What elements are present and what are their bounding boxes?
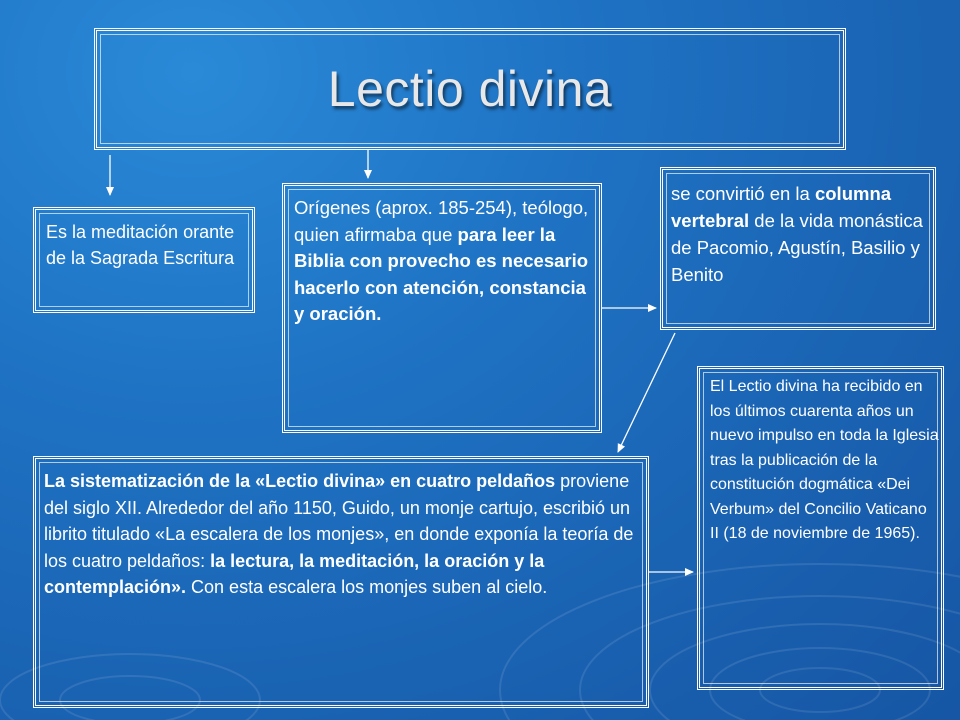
vatican-text: El Lectio divina ha recibido en los últimos cuarenta años un nuevo impulso en toda la Iglesia tras la publicación de la constitución dogmática «Dei Verbum» del Concilio Vaticano II (18 de noviembre de 1965). [710,378,939,542]
diagram-title: Lectio divina [327,61,613,117]
systematization-bold-a: La sistematización de la «Lectio divina» en cuatro peldaños [44,471,556,491]
systematization-bold-b: la lectura, la meditación, la oración y la contemplación». [44,550,545,597]
origenes-text-normal: Orígenes (aprox. 185-254), teólogo, quien afirmaba que [294,197,589,245]
definition-text: Es la meditación orante de la Sagrada Escritura [46,222,235,268]
systematization-normal-a: proviene del siglo XII. Alrededor del año 1150, Guido, un monje cartujo, escribió un librito titulado «La escalera de los monjes», en donde exponía la teoría de los cuatro peldaños: [44,471,634,571]
vatican-box [697,366,944,690]
title-box [94,28,846,150]
systematization-normal-b: Con esta escalera los monjes suben al cielo. [186,577,548,597]
systematization-text [44,468,644,601]
definition-box [33,207,255,313]
systematization-box [33,456,649,708]
monastic-text-bold: columna vertebral [671,183,892,231]
origenes-box [282,183,602,433]
origenes-text-bold: para leer la Biblia con provecho es necesario hacerlo con atención, constancia y oración. [294,223,589,324]
origenes-text [294,195,597,328]
monastic-text-b: de la vida monástica de Pacomio, Agustín, Basilio y Benito [671,210,923,285]
monastic-box [660,167,936,330]
monastic-text [671,180,933,288]
monastic-text-a: se convirtió en la [671,183,815,204]
